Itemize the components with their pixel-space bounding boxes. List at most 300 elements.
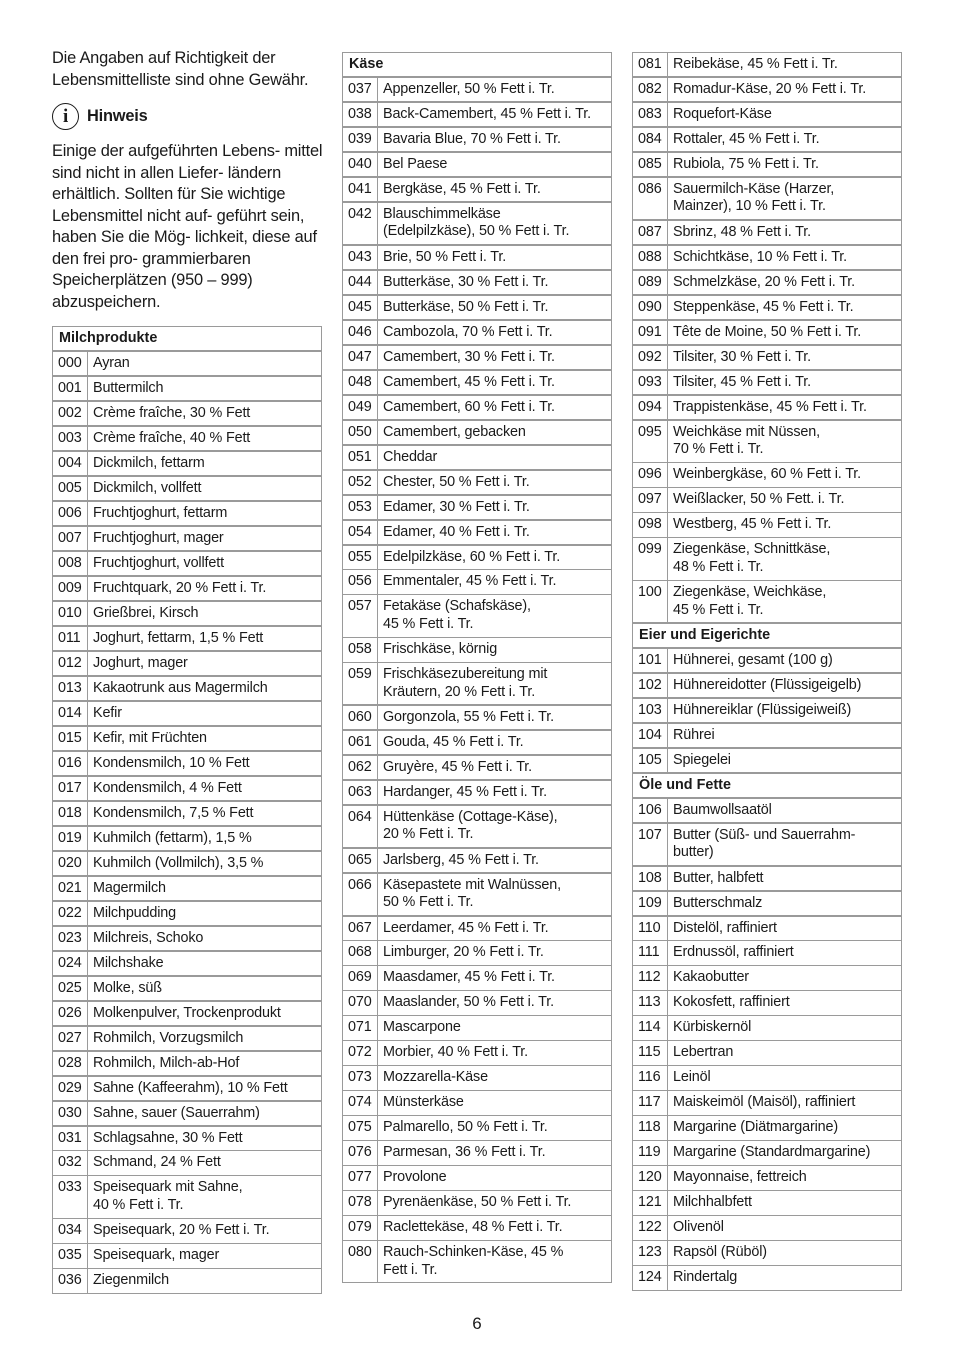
table-row [633, 1241, 901, 1264]
item-number: 092 [633, 346, 668, 369]
item-number: 016 [53, 752, 88, 775]
item-number: 100 [633, 581, 668, 622]
table-row [343, 706, 611, 729]
item-number: 034 [53, 1219, 88, 1242]
item-name: Gouda, 45 % Fett i. Tr. [383, 734, 524, 750]
table-row [633, 1116, 901, 1139]
item-number: 012 [53, 652, 88, 675]
item-number: 096 [633, 463, 668, 486]
table-row [343, 1066, 611, 1089]
hinweis-text: Einige der aufgeführten Lebens- mittel sind nicht in allen Liefer- ländern erhältlich. Sollten für Sie wichtige Lebensmittel nicht auf- geführt sein, haben Sie die Mög- lichkeit, diese auf den frei pro- grammierbaren Speicherplätzen (950 – 999) abzuspeichern. [52, 142, 323, 311]
item-number: 072 [343, 1041, 378, 1064]
item-name: Ayran [93, 354, 130, 371]
item-number: 089 [633, 271, 668, 294]
table-kaese-eier-oele [632, 52, 902, 1291]
table-row [53, 527, 321, 550]
item-number: 043 [343, 246, 378, 269]
item-name: Maiskeimöl (Maisöl), raffiniert [673, 1094, 856, 1111]
table-row [53, 1027, 321, 1050]
item-number: 028 [53, 1052, 88, 1075]
table-row [633, 53, 901, 76]
hinweis-heading [52, 103, 332, 130]
item-number: 062 [343, 756, 378, 779]
table-row [343, 371, 611, 394]
table-row [633, 271, 901, 294]
table-row [343, 78, 611, 101]
item-number: 014 [53, 702, 88, 725]
item-number: 065 [343, 849, 378, 872]
table-row [343, 595, 611, 636]
item-name: Camembert, 30 % Fett i. Tr. [383, 348, 555, 365]
item-number: 073 [343, 1066, 378, 1089]
item-name: Bavaria Blue, 70 % Fett i. Tr. [383, 130, 561, 147]
table-row [343, 731, 611, 754]
table-row [633, 321, 901, 344]
item-number: 031 [53, 1127, 88, 1150]
item-number: 120 [633, 1166, 668, 1189]
item-name: Maaslander, 50 % Fett i. Tr. [383, 994, 554, 1011]
item-number: 009 [53, 577, 88, 600]
table-row [633, 799, 901, 822]
table-row [53, 652, 321, 675]
item-name: Edelpilzkäse, 60 % Fett i. Tr. [383, 548, 561, 565]
item-name: Schmelzkäse, 20 % Fett i. Tr. [673, 273, 855, 290]
item-name: Rapsöl (Rüböl) [673, 1244, 767, 1261]
item-name: Camembert, gebacken [383, 423, 526, 440]
item-number: 069 [343, 966, 378, 989]
item-name: Kakaobutter [673, 969, 749, 986]
item-name: Trappistenkäse, 45 % Fett i. Tr. [673, 398, 867, 415]
item-name: Butterkäse, 30 % Fett i. Tr. [383, 273, 549, 290]
item-number: 023 [53, 927, 88, 950]
item-name: Schlagsahne, 30 % Fett [93, 1129, 243, 1146]
item-name: Mayonnaise, fettreich [673, 1169, 807, 1186]
item-number: 038 [343, 103, 378, 126]
item-number: 074 [343, 1091, 378, 1114]
item-number: 052 [343, 471, 378, 494]
table-row [633, 1041, 901, 1064]
item-number: 080 [343, 1241, 378, 1282]
item-number: 084 [633, 128, 668, 151]
item-name: Reibekäse, 45 % Fett i. Tr. [673, 56, 838, 72]
table-row [53, 1077, 321, 1100]
item-name: Chester, 50 % Fett i. Tr. [383, 473, 530, 490]
item-number: 036 [53, 1269, 88, 1292]
item-name: Hühnerei, gesamt (100 g) [673, 651, 833, 668]
item-name: Kefir [93, 704, 122, 721]
item-name: Raclettekäse, 48 % Fett i. Tr. [383, 1219, 563, 1236]
item-number: 082 [633, 78, 668, 101]
table-row [343, 546, 611, 569]
table-row [53, 1127, 321, 1150]
item-number: 112 [633, 966, 668, 989]
item-name: Cambozola, 70 % Fett i. Tr. [383, 323, 553, 340]
item-name: Morbier, 40 % Fett i. Tr. [383, 1044, 529, 1061]
item-name: Spiegelei [673, 751, 731, 768]
table-row [343, 1216, 611, 1239]
item-name: Dickmilch, fettarm [93, 454, 205, 471]
table-row [633, 699, 901, 722]
table-row [633, 1141, 901, 1164]
item-number: 015 [53, 727, 88, 750]
item-number: 003 [53, 427, 88, 450]
item-number: 019 [53, 827, 88, 850]
item-name: Romadur-Käse, 20 % Fett i. Tr. [673, 80, 867, 97]
item-name: Kondensmilch, 10 % Fett [93, 754, 250, 771]
table-row [343, 1141, 611, 1164]
item-name: Sauermilch-Käse (Harzer, Mainzer), 10 % Fett i. Tr. [673, 180, 835, 215]
item-name: Weichkäse mit Nüssen, 70 % Fett i. Tr. [673, 423, 820, 458]
table-row [53, 627, 321, 650]
item-number: 067 [343, 917, 378, 940]
item-number: 091 [633, 321, 668, 344]
item-name: Limburger, 20 % Fett i. Tr. [383, 944, 544, 961]
item-number: 035 [53, 1244, 88, 1267]
item-number: 079 [343, 1216, 378, 1239]
table-row [633, 1016, 901, 1039]
item-name: Sahne (Kaffeerahm), 10 % Fett [93, 1079, 288, 1096]
table-row [343, 756, 611, 779]
item-name: Leinöl [673, 1069, 711, 1086]
item-name: Hühnereiklar (Flüssigeiweiß) [673, 701, 852, 718]
item-name: Kondensmilch, 4 % Fett [93, 779, 242, 796]
table-row [633, 371, 901, 394]
table-row [343, 663, 611, 704]
table-row [343, 1241, 611, 1282]
item-name: Crème fraîche, 30 % Fett [93, 404, 251, 421]
table-row [633, 1091, 901, 1114]
table-row [633, 128, 901, 151]
table-row [53, 902, 321, 925]
table-row [343, 1191, 611, 1214]
table-row [343, 128, 611, 151]
table-row [633, 1166, 901, 1189]
item-number: 040 [343, 153, 378, 176]
table-row [53, 852, 321, 875]
item-number: 061 [343, 731, 378, 754]
item-name: Gorgonzola, 55 % Fett i. Tr. [383, 709, 554, 726]
item-number: 077 [343, 1166, 378, 1189]
table-row [633, 396, 901, 419]
item-number: 037 [343, 78, 378, 101]
table-row [343, 1041, 611, 1064]
item-number: 046 [343, 321, 378, 344]
item-name: Hühnereidotter (Flüssigeigelb) [673, 676, 862, 693]
table-row [53, 927, 321, 950]
item-name: Butter, halbfett [673, 869, 764, 886]
item-name: Grießbrei, Kirsch [93, 604, 199, 621]
table-row [343, 781, 611, 804]
item-name: Emmentaler, 45 % Fett i. Tr. [383, 573, 557, 590]
item-name: Molkenpulver, Trockenprodukt [93, 1004, 281, 1021]
item-number: 118 [633, 1116, 668, 1139]
table-row [633, 824, 901, 865]
table-row [53, 377, 321, 400]
item-number: 048 [343, 371, 378, 394]
item-number: 071 [343, 1016, 378, 1039]
item-name: Provolone [383, 1169, 447, 1186]
table-row [633, 1216, 901, 1239]
item-number: 095 [633, 421, 668, 462]
item-number: 044 [343, 271, 378, 294]
item-name: Kondensmilch, 7,5 % Fett [93, 804, 254, 821]
item-name: Hardanger, 45 % Fett i. Tr. [383, 783, 547, 800]
item-number: 049 [343, 396, 378, 419]
table-row [633, 1266, 901, 1289]
item-name: Kuhmilch (Vollmilch), 3,5 % [93, 854, 264, 871]
item-name: Rohmilch, Milch-ab-Hof [93, 1054, 240, 1071]
item-name: Butterschmalz [673, 894, 763, 911]
item-number: 001 [53, 377, 88, 400]
item-number: 111 [633, 941, 668, 964]
table-row [633, 246, 901, 269]
table-row [633, 991, 901, 1014]
item-name: Pyrenäenkäse, 50 % Fett i. Tr. [383, 1194, 572, 1211]
table-row [343, 1016, 611, 1039]
item-number: 032 [53, 1151, 88, 1174]
item-number: 105 [633, 749, 668, 772]
item-name: Parmesan, 36 % Fett i. Tr. [383, 1144, 546, 1161]
item-number: 090 [633, 296, 668, 319]
item-number: 070 [343, 991, 378, 1014]
table-row [53, 952, 321, 975]
item-number: 106 [633, 799, 668, 822]
table-row [53, 752, 321, 775]
table-row [343, 446, 611, 469]
item-name: Speisequark, 20 % Fett i. Tr. [93, 1222, 270, 1239]
item-number: 107 [633, 824, 668, 865]
item-number: 039 [343, 128, 378, 151]
item-name: Butter (Süß- und Sauerrahm- butter) [673, 826, 856, 861]
item-name: Palmarello, 50 % Fett i. Tr. [383, 1119, 548, 1136]
table-row [53, 1102, 321, 1125]
item-name: Buttermilch [93, 379, 164, 396]
item-number: 098 [633, 513, 668, 536]
item-number: 114 [633, 1016, 668, 1039]
item-number: 088 [633, 246, 668, 269]
table-row [633, 649, 901, 672]
item-name: Rohmilch, Vorzugsmilch [93, 1029, 244, 1046]
item-name: Margarine (Diätmargarine) [673, 1119, 838, 1136]
table-row [53, 677, 321, 700]
table-row [53, 802, 321, 825]
item-name: Rottaler, 45 % Fett i. Tr. [673, 130, 820, 147]
item-name: Rubiola, 75 % Fett i. Tr. [673, 155, 819, 172]
table-row [633, 966, 901, 989]
table-row [633, 421, 901, 462]
table-row [343, 421, 611, 444]
item-number: 042 [343, 203, 378, 244]
item-number: 102 [633, 674, 668, 697]
table-row [53, 1244, 321, 1267]
item-name: Back-Camembert, 45 % Fett i. Tr. [383, 105, 591, 122]
item-name: Schichtkäse, 10 % Fett i. Tr. [673, 248, 848, 265]
item-name: Magermilch [93, 879, 166, 896]
item-name: Jarlsberg, 45 % Fett i. Tr. [383, 851, 539, 868]
table-row [633, 674, 901, 697]
table-row [343, 1166, 611, 1189]
item-number: 051 [343, 446, 378, 469]
item-name: Gruyère, 45 % Fett i. Tr. [383, 758, 533, 775]
item-name: Tilsiter, 45 % Fett i. Tr. [673, 373, 811, 390]
item-number: 017 [53, 777, 88, 800]
table-row [633, 724, 901, 747]
item-number: 123 [633, 1241, 668, 1264]
item-number: 006 [53, 502, 88, 525]
item-name: Erdnussöl, raffiniert [673, 944, 794, 961]
item-name: Steppenkäse, 45 % Fett i. Tr. [673, 298, 854, 315]
table-row [343, 806, 611, 847]
item-number: 110 [633, 917, 668, 940]
item-number: 085 [633, 153, 668, 176]
item-name: Frischkäse, körnig [383, 641, 498, 658]
item-number: 124 [633, 1266, 668, 1289]
table-row [633, 513, 901, 536]
table-row [343, 321, 611, 344]
item-name: Frischkäsezubereitung mit Kräutern, 20 % Fett i. Tr. [383, 666, 548, 700]
item-name: Kuhmilch (fettarm), 1,5 % [93, 829, 252, 846]
item-name: Speisequark mit Sahne, 40 % Fett i. Tr. [93, 1179, 243, 1213]
item-name: Baumwollsaatöl [673, 801, 772, 818]
category-heading: Milchprodukte [53, 327, 321, 350]
item-number: 000 [53, 352, 88, 375]
item-name: Milchreis, Schoko [93, 929, 204, 946]
item-name: Mozzarella-Käse [383, 1069, 488, 1086]
item-name: Westberg, 45 % Fett i. Tr. [673, 516, 832, 533]
item-name: Fruchtjoghurt, fettarm [93, 504, 228, 521]
table-row [633, 78, 901, 101]
item-name: Rauch-Schinken-Käse, 45 % Fett i. Tr. [383, 1244, 564, 1278]
table-row [53, 477, 321, 500]
item-number: 076 [343, 1141, 378, 1164]
item-number: 119 [633, 1141, 668, 1164]
item-number: 115 [633, 1041, 668, 1064]
table-row [343, 521, 611, 544]
item-name: Olivenöl [673, 1219, 724, 1236]
item-name: Crème fraîche, 40 % Fett [93, 429, 251, 446]
table-row [633, 296, 901, 319]
item-number: 025 [53, 977, 88, 1000]
item-number: 066 [343, 874, 378, 915]
table-row [53, 1269, 321, 1292]
item-number: 103 [633, 699, 668, 722]
item-name: Dickmilch, vollfett [93, 479, 202, 496]
item-number: 045 [343, 296, 378, 319]
item-number: 022 [53, 902, 88, 925]
table-row [633, 346, 901, 369]
item-name: Fetakäse (Schafskäse), 45 % Fett i. Tr. [383, 598, 531, 632]
item-number: 078 [343, 1191, 378, 1214]
item-name: Blauschimmelkäse (Edelpilzkäse), 50 % Fett i. Tr. [383, 205, 570, 240]
table-row [633, 581, 901, 622]
table-row [633, 103, 901, 126]
item-number: 021 [53, 877, 88, 900]
table-row [343, 496, 611, 519]
table-row [343, 153, 611, 176]
item-number: 053 [343, 496, 378, 519]
item-name: Sahne, sauer (Sauerrahm) [93, 1104, 260, 1121]
table-row [53, 1151, 321, 1174]
item-name: Schmand, 24 % Fett [93, 1154, 221, 1171]
item-number: 011 [53, 627, 88, 650]
item-number: 018 [53, 802, 88, 825]
item-number: 013 [53, 677, 88, 700]
item-number: 033 [53, 1176, 88, 1217]
category-heading: Käse [343, 53, 611, 76]
item-name: Milchhalbfett [673, 1194, 752, 1211]
table-row [53, 702, 321, 725]
table-row [343, 471, 611, 494]
table-row [53, 977, 321, 1000]
item-number: 094 [633, 396, 668, 419]
item-name: Joghurt, fettarm, 1,5 % Fett [93, 629, 264, 646]
item-number: 087 [633, 221, 668, 244]
table-row [633, 1066, 901, 1089]
table-row [343, 849, 611, 872]
item-name: Lebertran [673, 1044, 734, 1061]
item-number: 020 [53, 852, 88, 875]
item-number: 058 [343, 638, 378, 661]
table-kaese [342, 52, 612, 1283]
item-number: 010 [53, 602, 88, 625]
item-name: Münsterkäse [383, 1094, 464, 1111]
item-number: 007 [53, 527, 88, 550]
item-name: Weißlacker, 50 % Fett. i. Tr. [673, 491, 845, 508]
item-name: Rührei [673, 726, 715, 743]
category-heading: Eier und Eigerichte [633, 624, 901, 647]
item-number: 005 [53, 477, 88, 500]
table-row [343, 917, 611, 940]
item-number: 024 [53, 952, 88, 975]
item-number: 063 [343, 781, 378, 804]
item-name: Milchshake [93, 954, 164, 971]
table-row [633, 538, 901, 579]
item-number: 109 [633, 892, 668, 915]
intro-block [52, 48, 332, 313]
table-row [343, 941, 611, 964]
table-row [343, 103, 611, 126]
table-row [633, 488, 901, 511]
item-name: Tête de Moine, 50 % Fett i. Tr. [673, 323, 862, 340]
item-number: 004 [53, 452, 88, 475]
item-name: Bel Paese [383, 155, 448, 172]
table-row [53, 502, 321, 525]
item-number: 047 [343, 346, 378, 369]
item-name: Joghurt, mager [93, 654, 188, 671]
table-row [343, 271, 611, 294]
table-row [53, 427, 321, 450]
item-number: 064 [343, 806, 378, 847]
item-number: 027 [53, 1027, 88, 1050]
item-name: Edamer, 30 % Fett i. Tr. [383, 498, 530, 515]
item-name: Bergkäse, 45 % Fett i. Tr. [383, 180, 541, 197]
table-row [53, 577, 321, 600]
table-row [53, 827, 321, 850]
table-row [343, 203, 611, 244]
item-name: Sbrinz, 48 % Fett i. Tr. [673, 223, 811, 240]
item-name: Rindertalg [673, 1269, 738, 1286]
table-row [633, 153, 901, 176]
disclaimer-text: Die Angaben auf Richtigkeit der Lebensmittelliste sind ohne Gewähr. [52, 49, 309, 89]
item-name: Kürbiskernöl [673, 1019, 752, 1036]
category-heading: Öle und Fette [633, 774, 901, 797]
table-row [53, 552, 321, 575]
item-number: 059 [343, 663, 378, 704]
item-name: Edamer, 40 % Fett i. Tr. [383, 523, 530, 540]
item-number: 116 [633, 1066, 668, 1089]
item-number: 060 [343, 706, 378, 729]
item-name: Tilsiter, 30 % Fett i. Tr. [673, 348, 811, 365]
